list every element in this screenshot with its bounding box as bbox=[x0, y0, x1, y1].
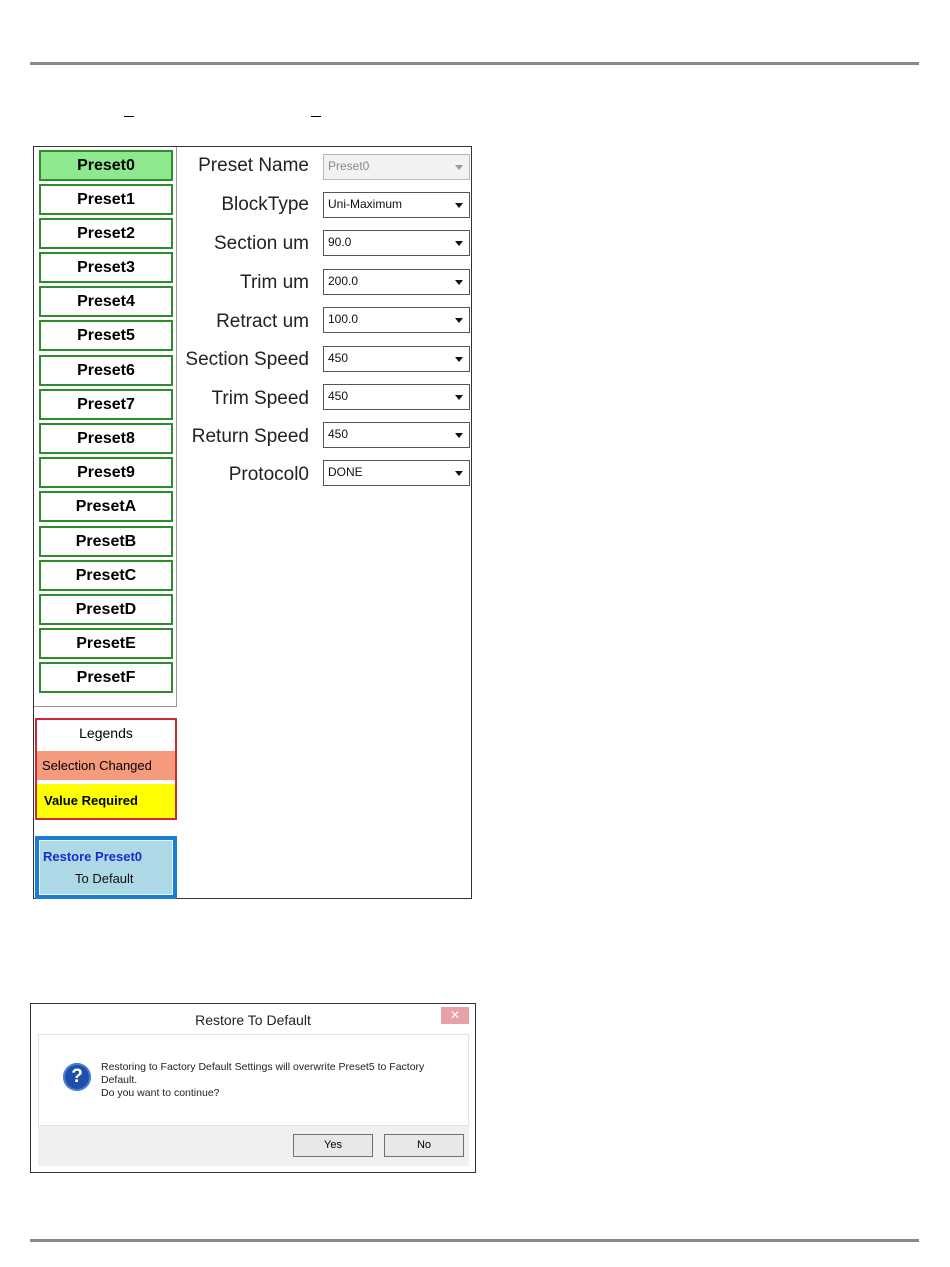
legends-title: Legends bbox=[79, 725, 133, 741]
preset-name-dropdown bbox=[323, 154, 470, 180]
blocktype-label: BlockType bbox=[221, 194, 309, 215]
legend-selection-changed: Selection Changed bbox=[37, 751, 175, 780]
protocol0-dropdown[interactable] bbox=[323, 460, 470, 486]
preset-panel bbox=[33, 146, 472, 899]
section-speed-dropdown[interactable] bbox=[323, 346, 470, 372]
blocktype-dropdown[interactable] bbox=[323, 192, 470, 218]
preset-button-e[interactable]: PresetE bbox=[39, 628, 173, 659]
chevron-down-icon bbox=[455, 471, 463, 476]
legends-box bbox=[35, 718, 177, 820]
restore-to-default-dialog bbox=[30, 1003, 476, 1173]
chevron-down-icon bbox=[455, 241, 463, 246]
restore-default-button[interactable] bbox=[35, 836, 177, 899]
chevron-down-icon bbox=[455, 203, 463, 208]
preset-name-value: Preset0 bbox=[328, 159, 370, 173]
no-button[interactable]: No bbox=[384, 1134, 464, 1157]
protocol0-value: DONE bbox=[328, 465, 363, 479]
preset-button-4[interactable]: Preset4 bbox=[39, 286, 173, 317]
preset-button-7[interactable]: Preset7 bbox=[39, 389, 173, 420]
return-speed-value: 450 bbox=[328, 427, 349, 441]
preset-button-6[interactable]: Preset6 bbox=[39, 355, 173, 386]
retract-um-label: Retract um bbox=[216, 311, 309, 332]
legend-value-required: Value Required bbox=[37, 784, 175, 818]
preset-button-9[interactable]: Preset9 bbox=[39, 457, 173, 488]
section-um-dropdown[interactable] bbox=[323, 230, 470, 256]
retract-um-value: 100.0 bbox=[328, 312, 359, 326]
dialog-title: Restore To Default bbox=[195, 1012, 311, 1028]
close-icon[interactable]: ✕ bbox=[441, 1007, 469, 1024]
dialog-message-line1: Restoring to Factory Default Settings will overwrite Preset5 to Factory bbox=[101, 1061, 425, 1073]
dialog-message-line3: Do you want to continue? bbox=[101, 1087, 220, 1099]
preset-button-1[interactable]: Preset1 bbox=[39, 184, 173, 215]
restore-button-line2: To Default bbox=[75, 871, 134, 886]
return-speed-dropdown[interactable] bbox=[323, 422, 470, 448]
trim-speed-label: Trim Speed bbox=[211, 388, 309, 409]
preset-button-c[interactable]: PresetC bbox=[39, 560, 173, 591]
preset-button-b[interactable]: PresetB bbox=[39, 526, 173, 557]
chevron-down-icon bbox=[455, 165, 463, 170]
preset-button-d[interactable]: PresetD bbox=[39, 594, 173, 625]
dialog-message-line2: Default. bbox=[101, 1074, 138, 1086]
bottom-rule bbox=[30, 1239, 919, 1242]
header-dash-left bbox=[124, 116, 134, 117]
return-speed-label: Return Speed bbox=[191, 426, 309, 447]
restore-default-button-face bbox=[39, 840, 173, 895]
preset-button-0[interactable]: Preset0 bbox=[39, 150, 173, 181]
chevron-down-icon bbox=[455, 318, 463, 323]
dialog-footer bbox=[38, 1126, 469, 1166]
blocktype-value: Uni-Maximum bbox=[328, 197, 403, 211]
section-um-value: 90.0 bbox=[328, 235, 352, 249]
section-speed-label: Section Speed bbox=[185, 349, 309, 370]
retract-um-dropdown[interactable] bbox=[323, 307, 470, 333]
preset-button-f[interactable]: PresetF bbox=[39, 662, 173, 693]
preset-button-8[interactable]: Preset8 bbox=[39, 423, 173, 454]
top-rule bbox=[30, 62, 919, 65]
preset-button-2[interactable]: Preset2 bbox=[39, 218, 173, 249]
preset-button-3[interactable]: Preset3 bbox=[39, 252, 173, 283]
preset-list bbox=[34, 147, 177, 707]
trim-um-label: Trim um bbox=[240, 272, 309, 293]
header-dash-right bbox=[311, 116, 321, 117]
preset-name-label: Preset Name bbox=[198, 155, 309, 176]
chevron-down-icon bbox=[455, 395, 463, 400]
preset-button-5[interactable]: Preset5 bbox=[39, 320, 173, 351]
trim-um-dropdown[interactable] bbox=[323, 269, 470, 295]
dialog-body bbox=[38, 1034, 469, 1126]
yes-button[interactable]: Yes bbox=[293, 1134, 373, 1157]
chevron-down-icon bbox=[455, 433, 463, 438]
restore-button-line1: Restore Preset0 bbox=[43, 849, 142, 864]
trim-speed-dropdown[interactable] bbox=[323, 384, 470, 410]
trim-speed-value: 450 bbox=[328, 389, 349, 403]
dialog-message bbox=[101, 1061, 461, 1100]
section-speed-value: 450 bbox=[328, 351, 349, 365]
chevron-down-icon bbox=[455, 357, 463, 362]
chevron-down-icon bbox=[455, 280, 463, 285]
protocol0-label: Protocol0 bbox=[228, 464, 309, 485]
section-um-label: Section um bbox=[213, 233, 309, 254]
question-icon: ? bbox=[63, 1063, 91, 1091]
preset-button-a[interactable]: PresetA bbox=[39, 491, 173, 522]
trim-um-value: 200.0 bbox=[328, 274, 359, 288]
